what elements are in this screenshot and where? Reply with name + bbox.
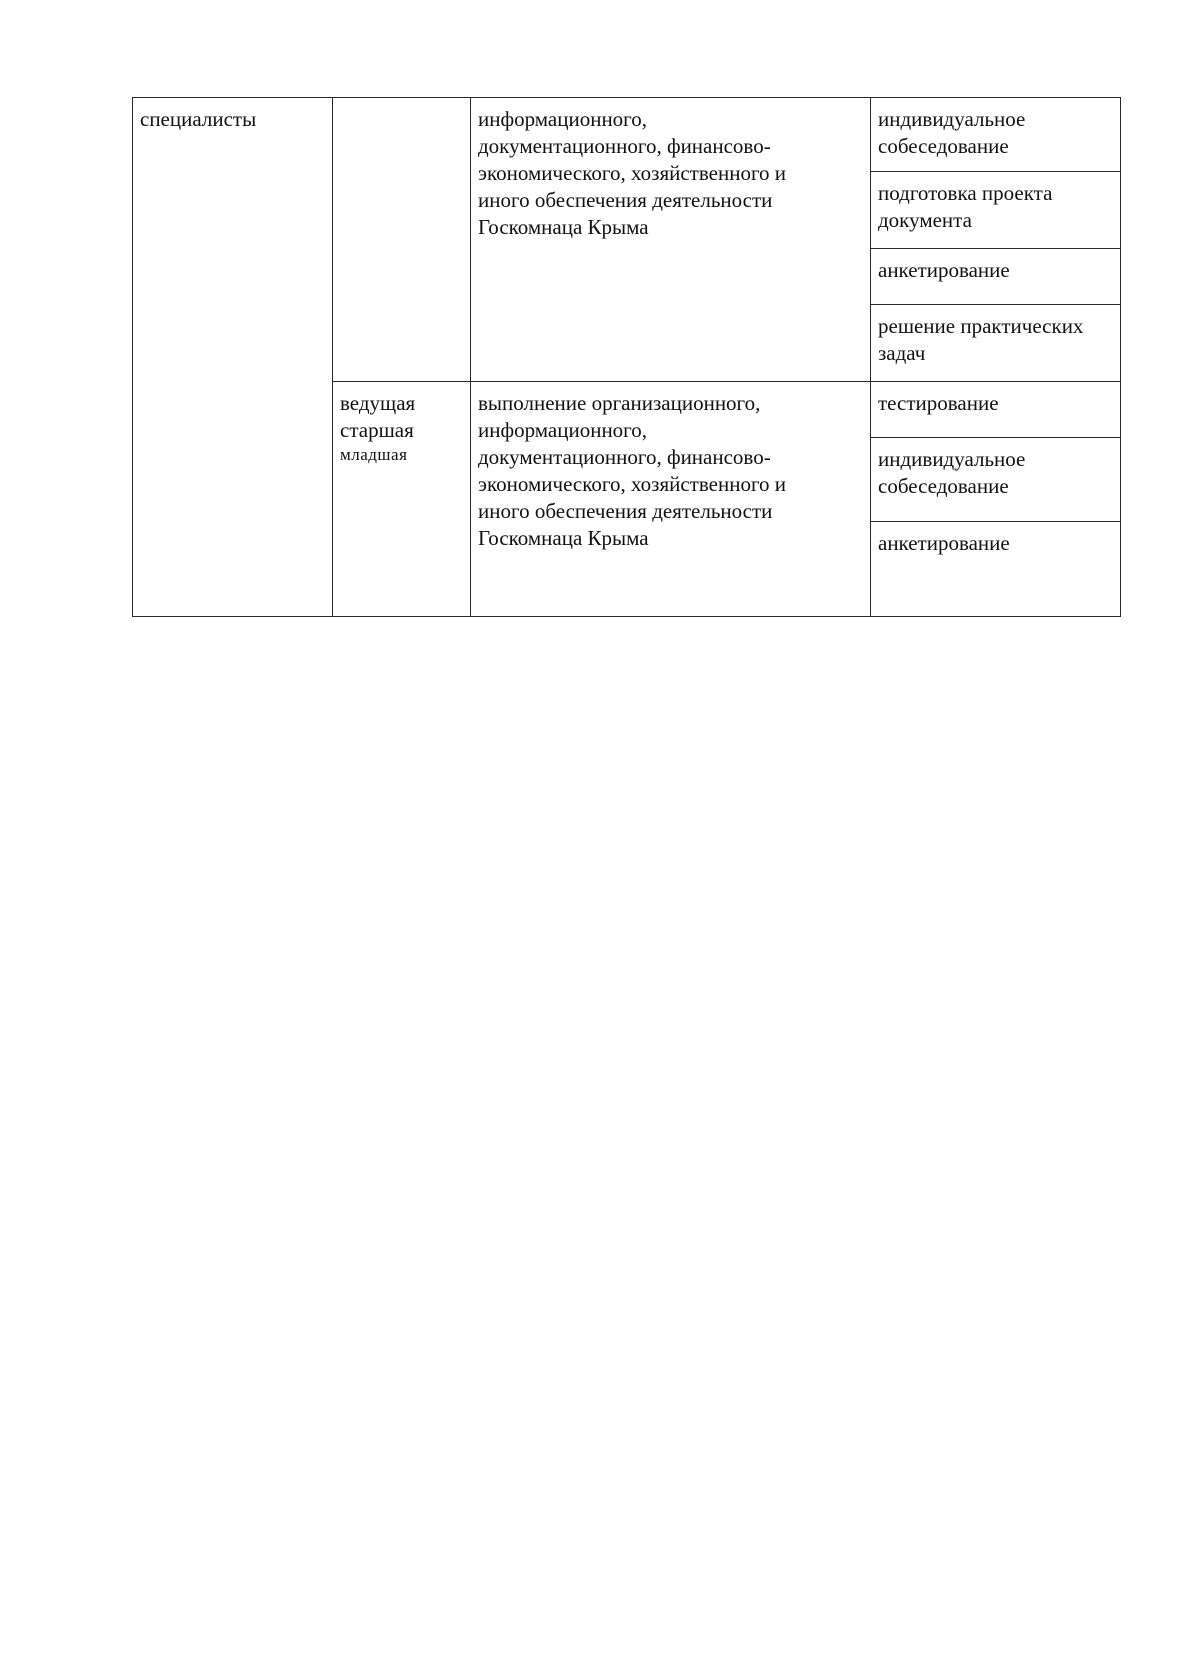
functions-text: информационного, документационного, финансово- экономического, хозяйственного и иного обеспечения деятельности Госкомнаца Крыма — [478, 107, 787, 239]
category-cell — [133, 98, 333, 617]
grades-cell-group2 — [333, 381, 471, 616]
method-label: подготовка проекта документа — [878, 180, 1053, 232]
functions-cell-group2 — [471, 381, 871, 616]
method-cell — [871, 438, 1121, 522]
method-label: тестирование — [878, 390, 999, 415]
method-cell — [871, 522, 1121, 617]
functions-text: выполнение организационного, информационного, документационного, финансово- экономического, хозяйственного и иного обеспечения деятельности Госкомнаца Крыма — [478, 390, 787, 550]
method-cell — [871, 171, 1121, 248]
method-cell — [871, 304, 1121, 381]
method-cell — [871, 381, 1121, 437]
method-label: решение практических задач — [878, 313, 1084, 365]
method-cell — [871, 248, 1121, 304]
grade-label: ведущая — [340, 390, 416, 415]
method-label: индивидуальное собеседование — [878, 447, 1026, 499]
method-cell — [871, 98, 1121, 172]
method-label: анкетирование — [878, 257, 1010, 282]
grades-cell-group1 — [333, 98, 471, 382]
table-row — [133, 98, 1121, 172]
grade-label: младшая — [340, 444, 408, 464]
qualification-table — [132, 97, 1121, 617]
functions-cell-group1 — [471, 98, 871, 382]
method-label: индивидуальное собеседование — [878, 107, 1026, 158]
grade-label: старшая — [340, 417, 414, 442]
category-label: специалисты — [140, 107, 257, 131]
method-label: анкетирование — [878, 531, 1010, 556]
